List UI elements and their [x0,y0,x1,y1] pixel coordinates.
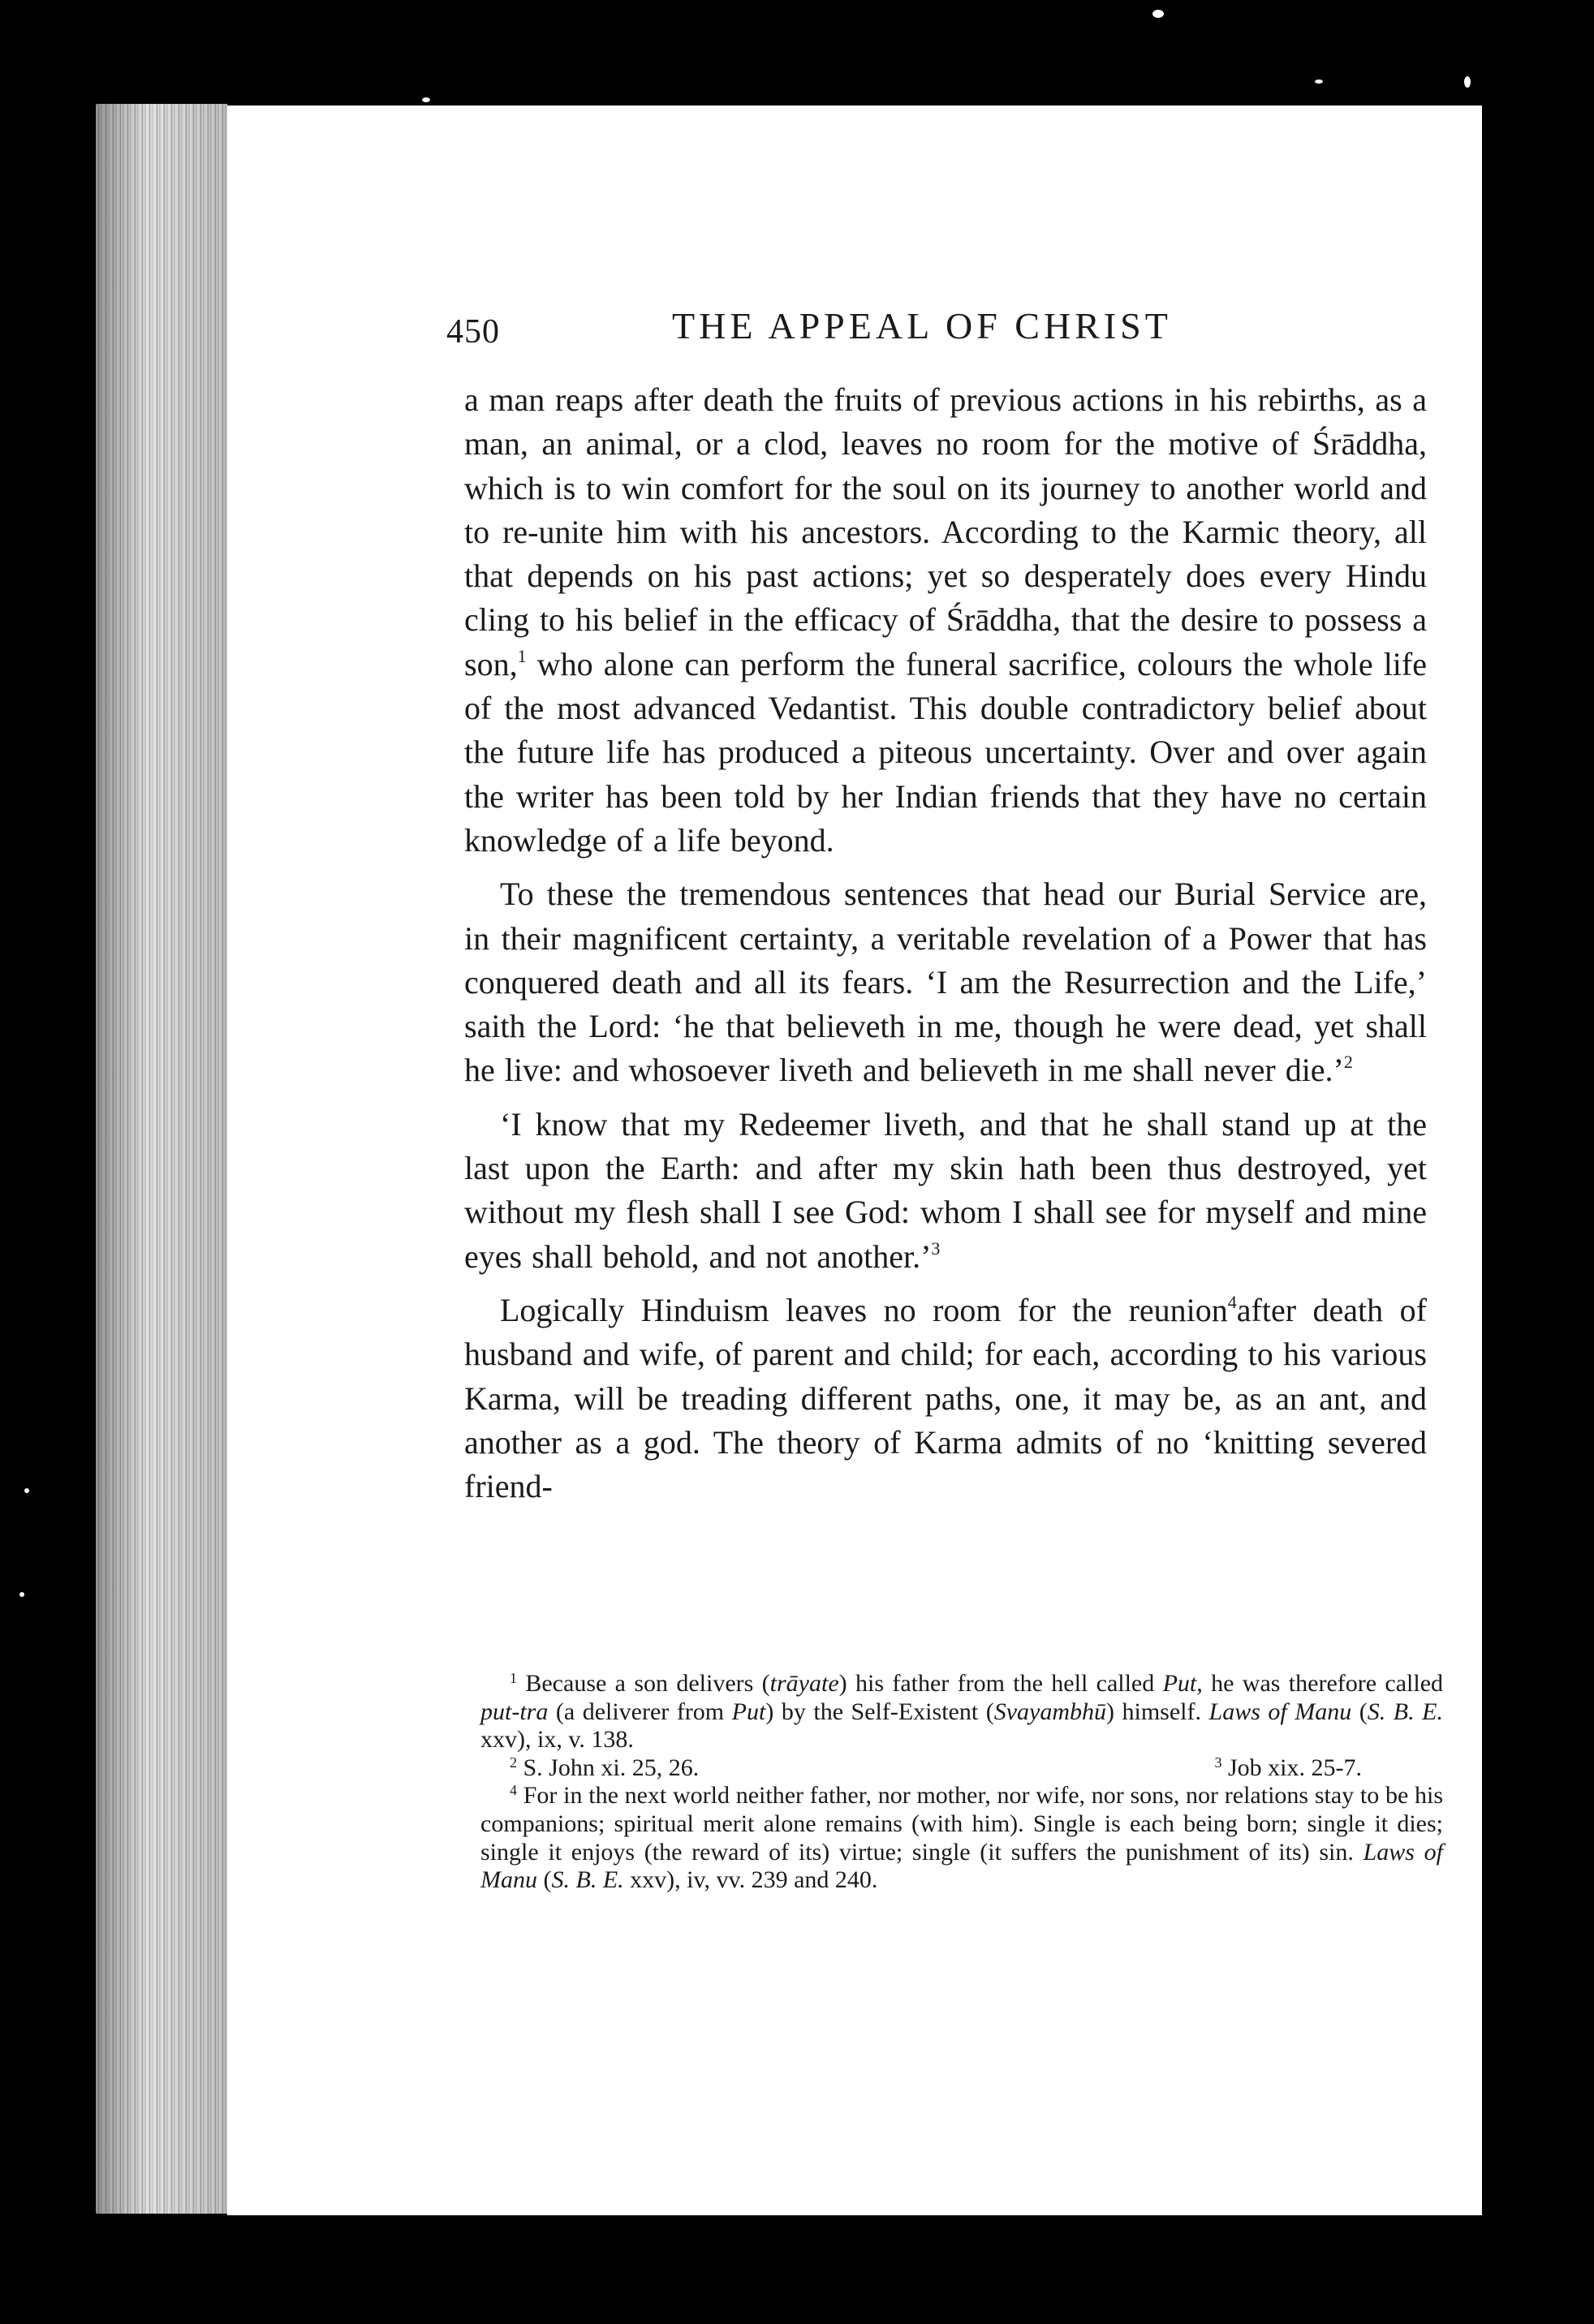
footnote-number: 3 [1214,1754,1222,1771]
footnote-2 [510,1754,699,1783]
footnote-text: ( [537,1866,552,1894]
footnote-text: ) by the Self-Existent ( [765,1698,994,1725]
paragraph-text: To these the tremendous sentences that head our Burial Service are, in their magnificent certainty, a veritable revelation of a Power that has conquered death and all its fears. ‘I am the Resurrection and the Life,’ saith the Lord: ‘he that believeth in me, though he were dead, yet shall he live: and whosoever liveth and believeth in me shall never die.’ [464,876,1427,1089]
paragraph [464,1289,1427,1508]
footnote-text: ( [1351,1698,1368,1725]
footnote-number: 1 [510,1670,517,1686]
footnote-4 [480,1782,1443,1894]
paragraph [464,872,1427,1092]
page-number: 450 [446,313,500,351]
footnote-italic: Put [731,1698,766,1725]
footnote-2-3-line [480,1754,1443,1783]
footnote-text: xxv), iv, vv. 239 and 240. [623,1866,878,1894]
footnotes [480,1670,1443,1895]
footnote-3 [1215,1754,1363,1783]
paragraph-text: Logically Hinduism leaves no room for the reunion [500,1291,1228,1328]
paragraph-text: who alone can perform the funeral sacrifice, colours the whole life of the most advanced Vedantist. This double contradictory belief about the future life has produced a piteous uncertainty. Over and over again the writer has been told by her Indian friends that they have no certain knowledge of a life beyond. [464,645,1427,859]
footnote-1 [480,1670,1443,1754]
footnote-text: , he was therefore called [1196,1670,1444,1697]
footnote-marker: 2 [1343,1052,1353,1073]
paragraph [464,378,1427,863]
footnote-italic: Svayambhū [993,1698,1106,1725]
footnote-text: S. John xi. 25, 26. [523,1754,700,1781]
footnote-italic: Laws of Manu [1208,1698,1352,1725]
scan-speck [1315,80,1323,84]
paragraph-text: a man reaps after death the fruits of previous actions in his rebirths, as a man, an animal, or a clod, leaves no room for the motive of Śrāddha, which is to win comfort for the soul on its journey to another world and to re-unite him with his ancestors. According to the Karmic theory, all that depends on his past actions; yet so desperately does every Hindu cling to his belief in the efficacy of Śrāddha, that the desire to possess a son, [464,381,1427,682]
footnote-italic: S. B. E. [551,1866,624,1894]
footnote-italic: put-tra [480,1698,549,1725]
paragraph-text: after death of husband and wife, of parent and child; for each, according to his various Karma, will be treading different paths, one, it may be, as an ant, and another as a god. The theory of Karma admits of no ‘knitting severed friend- [464,1291,1427,1505]
scan-speck [19,1592,24,1597]
footnote-text: Because a son delivers ( [525,1670,770,1697]
footnote-italic: S. B. E. [1367,1698,1443,1725]
footnote-italic: Laws of Manu [480,1838,1443,1894]
running-title: THE APPEAL OF CHRIST [672,305,1172,346]
body-text [464,378,1427,1518]
footnote-marker: 4 [1227,1291,1237,1312]
footnote-italic: Put [1162,1670,1197,1697]
scan-speck [422,97,430,102]
footnote-text: ) his father from the hell called [838,1670,1163,1697]
page-header [446,304,1453,369]
footnote-text: xxv), ix, v. 138. [480,1726,634,1754]
footnote-text: (a deliverer from [548,1698,732,1725]
book-edge-shadow [96,104,227,2214]
paragraph [464,1103,1427,1279]
footnote-number: 4 [510,1782,517,1799]
footnote-text: For in the next world neither father, nor mother, nor wife, nor sons, nor relations stay to be his companions; spiritual merit alone remains (with him). Single is each being born; single it dies; single it enjoys (the reward of its) virtue; single (it suffers the punishment of its) sin. [480,1782,1444,1866]
paragraph-text: ‘I know that my Redeemer liveth, and that he shall stand up at the last upon the Earth: and after my skin hath been thus destroyed, yet without my flesh shall I see God: whom I shall see for myself and mine eyes shall behold, and not another.’ [464,1105,1427,1275]
footnote-text: ) himself. [1105,1698,1209,1725]
scan-speck [1152,10,1164,18]
footnote-text: Job xix. 25-7. [1228,1754,1362,1781]
scan-speck [1464,76,1471,88]
footnote-italic: trāyate [769,1670,839,1697]
scan-speck [24,1488,29,1493]
footnote-number: 2 [510,1754,517,1771]
footnote-marker: 3 [931,1237,941,1259]
footnote-marker: 1 [517,645,527,666]
